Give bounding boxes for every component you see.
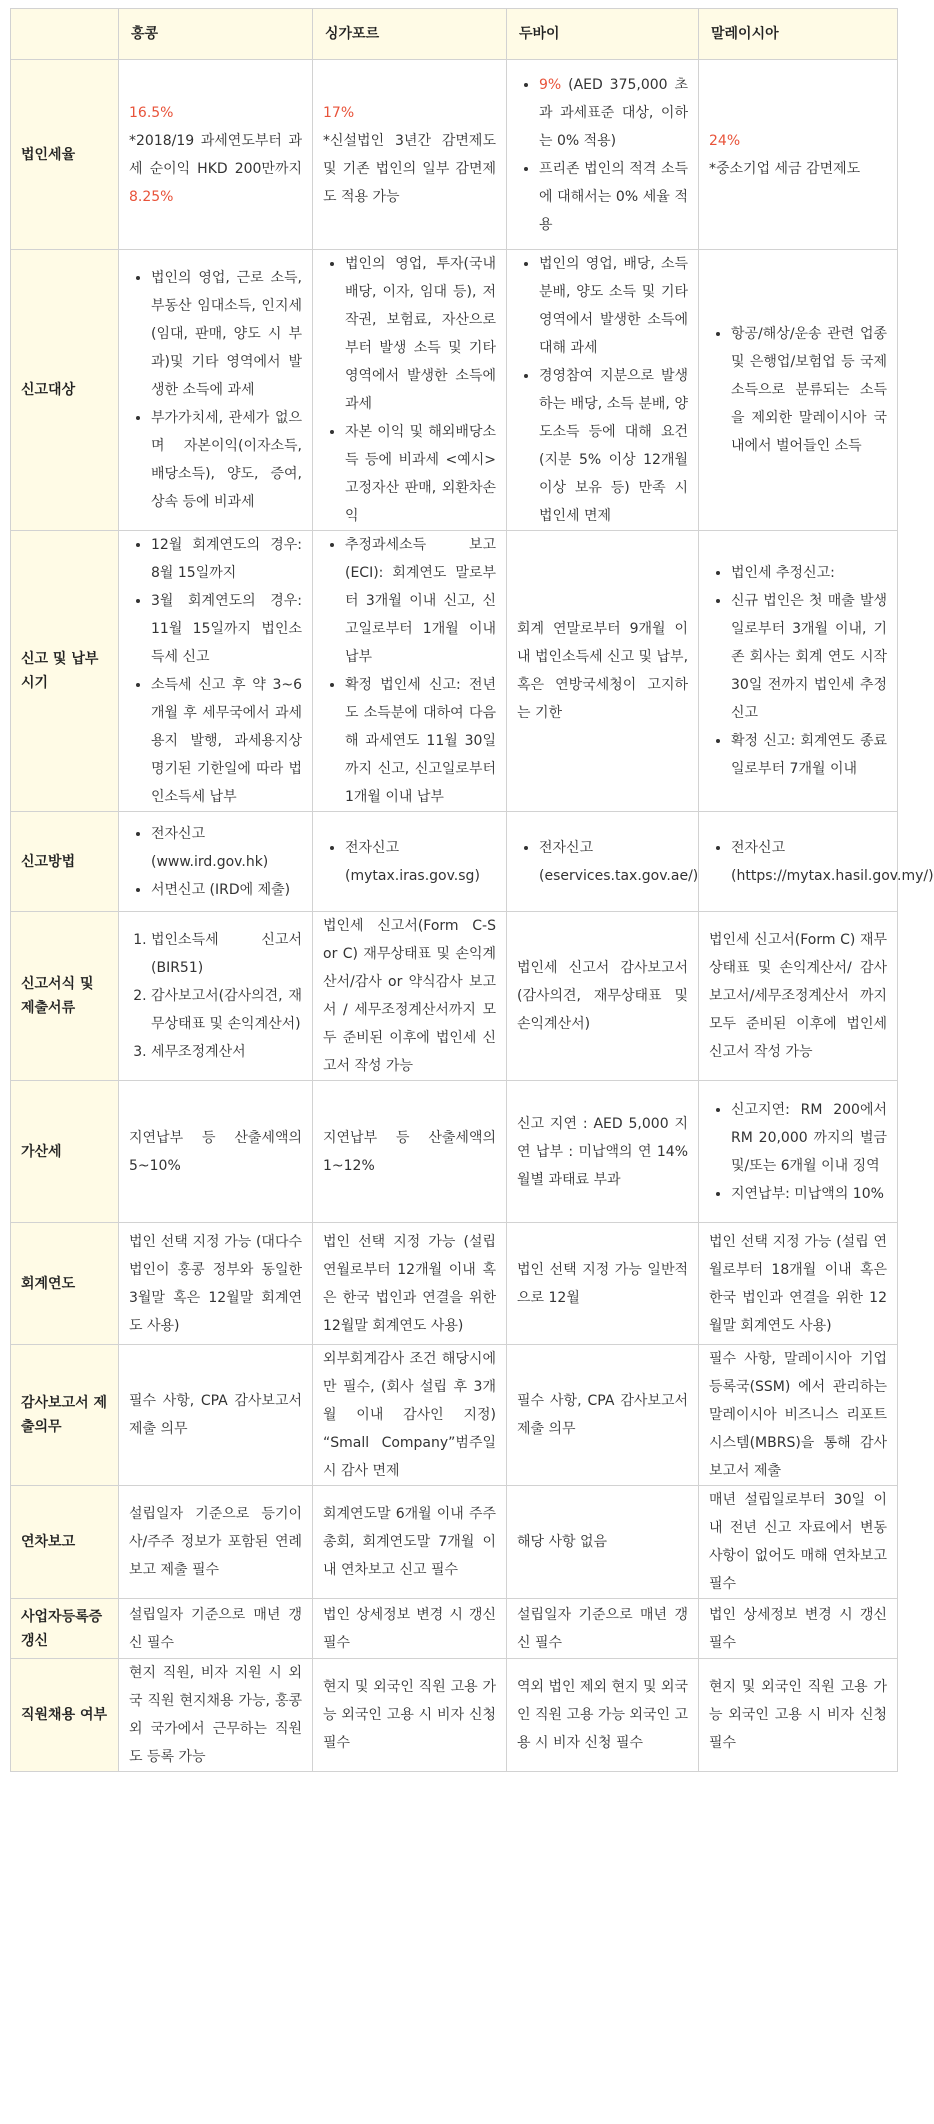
list-item: • 자본 이익 및 해외배당소득 등에 비과세 <예시> 고정자산 판매, 외환차손익 [345,418,496,530]
cell-dubai: 신고 지연 : AED 5,000 지연 납부 : 미납액의 연 14% 월별 과태료 부과 [507,1081,699,1223]
cell-dubai [507,60,699,250]
row-label: 회계연도 [11,1223,119,1345]
list-item: • 확정 법인세 신고: 전년도 소득분에 대하여 다음 해 과세연도 11월 30일까지 신고, 신고일로부터 1개월 이내 납부 [345,671,496,811]
cell-sg [313,812,507,912]
cell-hk: 설립일자 기준으로 등기이사/주주 정보가 포함된 연례보고 제출 필수 [119,1486,313,1599]
cell-hk: 필수 사항, CPA 감사보고서 제출 의무 [119,1345,313,1486]
tax-rate-note: *신설법인 3년간 감면제도 및 기존 법인의 일부 감면제도 적용 가능 [323,132,496,205]
bullet-list [323,531,496,811]
corner-cell [11,9,119,60]
list-item: • 3월 회계연도의 경우: 11월 15일까지 법인소득세 신고 [151,587,302,671]
bullet-list [709,559,887,783]
tax-rate-value: 16.5% [129,104,174,121]
cell-hk: 지연납부 등 산출세액의 5~10% [119,1081,313,1223]
row-fiscal-year [11,1223,898,1345]
cell-sg: 회계연도말 6개월 이내 주주총회, 회계연도말 7개월 이내 연차보고 신고 필수 [313,1486,507,1599]
row-label: 가산세 [11,1081,119,1223]
cell-dubai: 회계 연말로부터 9개월 이내 법인소득세 신고 및 납부, 혹은 연방국세청이 고지하는 기한 [507,531,699,812]
bullet-list [129,264,302,516]
bullet-list [517,834,699,890]
tax-rate-note: *2018/19 과세연도부터 과세 순이익 HKD 200만까지 [129,132,302,177]
row-tax-rate [11,60,898,250]
tax-rate-reduced-value: 8.25% [129,188,174,205]
row-label: 법인세율 [11,60,119,250]
list-item: • 지연납부: 미납액의 10% [731,1180,887,1208]
row-label: 신고방법 [11,812,119,912]
cell-my: 법인 상세정보 변경 시 갱신 필수 [699,1599,898,1659]
cell-sg [313,60,507,250]
bullet-list [517,250,688,530]
cell-dubai: 역외 법인 제외 현지 및 외국인 직원 고용 가능 외국인 고용 시 비자 신청 필수 [507,1659,699,1772]
cell-hk [119,531,313,812]
cell-sg: 외부회계감사 조건 해당시에만 필수, (회사 설립 후 3개월 이내 감사인 지정) “Small Company”범주일 시 감사 면제 [313,1345,507,1486]
row-penalty [11,1081,898,1223]
row-label: 신고대상 [11,250,119,531]
list-item: • 확정 신고: 회계연도 종료일로부터 7개월 이내 [731,727,887,783]
list-item: • 신고지연: RM 200에서 RM 20,000 까지의 벌금 및/또는 6개월 이내 징역 [731,1096,887,1180]
list-item-text: (AED 375,000 초과 과세표준 대상, 이하는 0% 적용) [539,76,688,149]
row-label: 사업자등록증 갱신 [11,1599,119,1659]
row-label: 감사보고서 제출의무 [11,1345,119,1486]
row-label: 신고서식 및 제출서류 [11,912,119,1081]
cell-hk [119,250,313,531]
cell-dubai: 필수 사항, CPA 감사보고서 제출 의무 [507,1345,699,1486]
comparison-table-wrapper [10,8,934,1772]
list-item: 3. 세무조정계산서 [151,1038,302,1066]
row-scope [11,250,898,531]
cell-hk: 현지 직원, 비자 지원 시 외국 직원 현지채용 가능, 홍콩 외 국가에서 근무하는 직원도 등록 가능 [119,1659,313,1772]
column-header-hongkong: 홍콩 [119,9,313,60]
cell-my: 법인 선택 지정 가능 (설립 연월로부터 18개월 이내 혹은 한국 법인과 연결을 위한 12월말 회계연도 사용) [699,1223,898,1345]
cell-my: 필수 사항, 말레이시아 기업등록국(SSM) 에서 관리하는 말레이시아 비즈니스 리포트 시스템(MBRS)을 통해 감사보고서 제출 [699,1345,898,1486]
row-registration-renewal [11,1599,898,1659]
cell-sg: 법인 상세정보 변경 시 갱신 필수 [313,1599,507,1659]
cell-dubai [507,250,699,531]
header-row [11,9,898,60]
list-item: • 전자신고 (www.ird.gov.hk) [151,820,302,876]
bullet-list [129,820,302,904]
cell-my: 법인세 신고서(Form C) 재무상태표 및 손익계산서/ 감사보고서/세무조정계산서 까지 모두 준비된 이후에 법인세 신고서 작성 가능 [699,912,898,1081]
row-hiring [11,1659,898,1772]
bullet-list [709,834,934,890]
list-item: • 신규 법인은 첫 매출 발생일로부터 3개월 이내, 기존 회사는 회계 연도 시작 30일 전까지 법인세 추정 신고 [731,587,887,727]
bullet-list [709,1096,887,1208]
list-item: • 법인세 추정신고: [731,559,887,587]
cell-sg [313,531,507,812]
cell-my [699,1081,898,1223]
cell-sg [313,250,507,531]
cell-hk [119,60,313,250]
cell-my [699,250,898,531]
bullet-list [323,250,496,530]
column-header-dubai: 두바이 [507,9,699,60]
list-item: • 경영참여 지분으로 발생하는 배당, 소득 분배, 양도소득 등에 대해 요건(지분 5% 이상 12개월 이상 보유 등) 만족 시 법인세 면제 [539,362,688,530]
tax-rate-note: *중소기업 세금 감면제도 [709,160,861,177]
cell-dubai: 법인세 신고서 감사보고서 (감사의견, 재무상태표 및 손익계산서) [507,912,699,1081]
cell-dubai: 설립일자 기준으로 매년 갱신 필수 [507,1599,699,1659]
list-item: • 전자신고 (eservices.tax.gov.ae/) [539,834,688,890]
tax-comparison-table [10,8,934,1772]
cell-hk: 법인 선택 지정 가능 (대다수 법인이 홍콩 정부와 동일한 3월말 혹은 12월말 회계연도 사용) [119,1223,313,1345]
list-item: • 12월 회계연도의 경우: 8월 15일까지 [151,531,302,587]
cell-sg: 법인 선택 지정 가능 (설립 연월로부터 12개월 이내 혹은 한국 법인과 연결을 위한 12월말 회계연도 사용) [313,1223,507,1345]
list-item: • 전자신고 (https://mytax.hasil.gov.my/) [731,834,887,890]
cell-sg: 지연납부 등 산출세액의 1~12% [313,1081,507,1223]
list-item: • 프리존 법인의 적격 소득에 대해서는 0% 세율 적용 [539,155,688,239]
cell-my [699,60,898,250]
bullet-list [129,531,302,811]
cell-hk: 설립일자 기준으로 매년 갱신 필수 [119,1599,313,1659]
tax-rate-value: 24% [709,132,741,149]
row-method [11,812,898,912]
cell-dubai: 법인 선택 지정 가능 일반적으로 12월 [507,1223,699,1345]
bullet-list [323,834,496,890]
list-item: • 법인의 영업, 배당, 소득 분배, 양도 소득 및 기타 영역에서 발생한 소득에 대해 과세 [539,250,688,362]
list-item: • 법인의 영업, 근로 소득, 부동산 임대소득, 인지세(임대, 판매, 양도 시 부과)및 기타 영역에서 발생한 소득에 과세 [151,264,302,404]
cell-sg: 현지 및 외국인 직원 고용 가능 외국인 고용 시 비자 신청 필수 [313,1659,507,1772]
row-label: 직원채용 여부 [11,1659,119,1772]
cell-my [699,812,934,912]
cell-my: 현지 및 외국인 직원 고용 가능 외국인 고용 시 비자 신청 필수 [699,1659,898,1772]
list-item: • 항공/해상/운송 관련 업종 및 은행업/보험업 등 국제소득으로 분류되는 소득을 제외한 말레이시아 국내에서 벌어들인 소득 [731,320,887,460]
cell-my: 매년 설립일로부터 30일 이내 전년 신고 자료에서 변동사항이 없어도 매해 연차보고 필수 [699,1486,898,1599]
list-item: • 추정과세소득 보고(ECI): 회계연도 말로부터 3개월 이내 신고, 신고일로부터 1개월 이내 납부 [345,531,496,671]
row-label: 신고 및 납부 시기 [11,531,119,812]
list-item: • 부가가치세, 관세가 없으며 자본이익(이자소득, 배당소득), 양도, 증여, 상속 등에 비과세 [151,404,302,516]
cell-hk [119,812,313,912]
column-header-singapore: 싱가포르 [313,9,507,60]
list-item [539,71,688,155]
tax-rate-value: 17% [323,104,355,121]
cell-my [699,531,898,812]
tax-rate-value: 9% [539,76,562,93]
row-label: 연차보고 [11,1486,119,1599]
bullet-list [517,71,688,239]
numbered-list [129,926,302,1066]
cell-dubai: 해당 사항 없음 [507,1486,699,1599]
list-item: 2. 감사보고서(감사의견, 재무상태표 및 손익계산서) [151,982,302,1038]
row-audit [11,1345,898,1486]
cell-hk [119,912,313,1081]
list-item: • 소득세 신고 후 약 3~6개월 후 세무국에서 과세용지 발행, 과세용지상 명기된 기한일에 따라 법인소득세 납부 [151,671,302,811]
cell-sg: 법인세 신고서(Form C-S or C) 재무상태표 및 손익계산서/감사 or 약식감사 보고서 / 세무조정계산서까지 모두 준비된 이후에 법인세 신고서 작성 가능 [313,912,507,1081]
list-item: • 서면신고 (IRD에 제출) [151,876,302,904]
row-annual-report [11,1486,898,1599]
list-item: • 법인의 영업, 투자(국내 배당, 이자, 임대 등), 저작권, 보험료, 자산으로부터 발생 소득 및 기타 영역에서 발생한 소득에 과세 [345,250,496,418]
row-forms [11,912,898,1081]
list-item: • 전자신고 (mytax.iras.gov.sg) [345,834,496,890]
list-item: 1. 법인소득세 신고서 (BIR51) [151,926,302,982]
cell-dubai [507,812,699,912]
row-filing-time [11,531,898,812]
bullet-list [709,320,887,460]
column-header-malaysia: 말레이시아 [699,9,898,60]
